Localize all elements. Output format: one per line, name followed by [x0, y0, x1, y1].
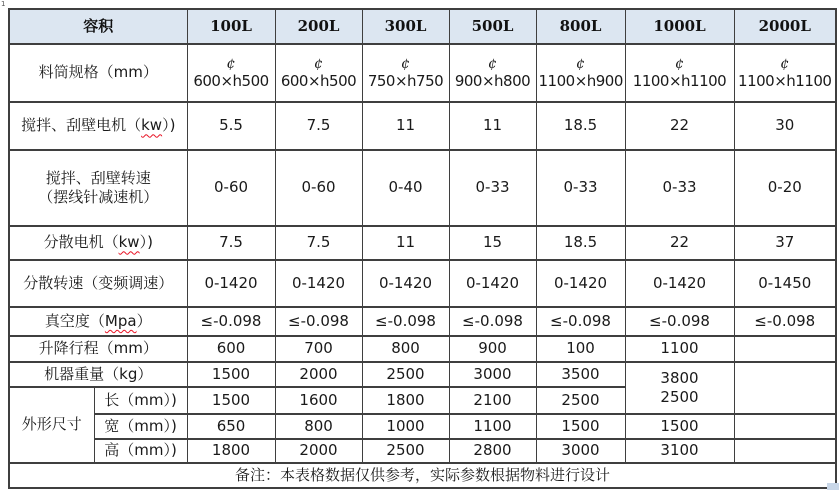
vacuum-value-cell: ≤-0.098: [449, 307, 536, 336]
vacuum-value-cell: ≤-0.098: [362, 307, 449, 336]
lift-stroke-value-cell: 1100: [625, 336, 734, 362]
dimension-width-value-cell: 1100: [449, 414, 536, 439]
lift-stroke-value-cell: 100: [536, 336, 625, 362]
dimension-height-row: [9, 439, 836, 463]
mixer-speed-value-cell: 0-33: [625, 150, 734, 226]
dimension-width-value-cell: [734, 414, 836, 439]
lift-stroke-value-cell: 800: [362, 336, 449, 362]
machine-weight-row: [9, 362, 836, 387]
dimension-width-row: [9, 414, 836, 439]
mixer-motor-value-cell: 7.5: [275, 102, 362, 150]
dimension-length-value-cell: 2100: [449, 387, 536, 414]
mixer-motor-value-cell: 11: [449, 102, 536, 150]
dimension-width-value-cell: 1500: [625, 414, 734, 439]
merged-1000L-cell: 3800 2500: [625, 362, 734, 414]
disperse-motor-value-cell: 7.5: [275, 226, 362, 260]
vacuum-value-cell: ≤-0.098: [536, 307, 625, 336]
disperse-motor-value-cell: 11: [362, 226, 449, 260]
header-800L: 800L: [536, 9, 625, 44]
barrel-spec-cell: ¢ 1100×h1100: [734, 44, 836, 102]
dimension-width-value-cell: 800: [275, 414, 362, 439]
disperse-motor-value-cell: 7.5: [187, 226, 275, 260]
barrel-spec-cell: ¢ 1100×h900: [536, 44, 625, 102]
dimension-height-value-cell: 2800: [449, 439, 536, 463]
mixer-speed-value-cell: 0-60: [275, 150, 362, 226]
disperse-speed-row: [9, 260, 836, 307]
diameter-symbol: ¢: [314, 55, 323, 72]
note-row: [9, 463, 836, 488]
mixer-speed-value-cell: 0-33: [536, 150, 625, 226]
dimension-width-label: 宽（mm）): [94, 414, 187, 439]
diameter-symbol: ¢: [401, 55, 410, 72]
header-300L: 300L: [362, 9, 449, 44]
diameter-symbol: ¢: [780, 55, 790, 72]
spellcheck-mpa: Mpa: [104, 311, 137, 330]
dimension-length-value-cell: 2500: [536, 387, 625, 414]
mixer-motor-value-cell: 5.5: [187, 102, 275, 150]
barrel-spec-cell: ¢ 600×h500: [275, 44, 362, 102]
header-100L: 100L: [187, 9, 275, 44]
dimension-width-value-cell: 1500: [536, 414, 625, 439]
dimension-height-value-cell: [734, 439, 836, 463]
mixer-speed-row: [9, 150, 836, 226]
vacuum-row: [9, 307, 836, 336]
disperse-speed-value-cell: 0-1420: [362, 260, 449, 307]
machine-weight-value-cell: 2000: [275, 362, 362, 387]
diameter-symbol: ¢: [488, 55, 497, 72]
disperse-motor-value-cell: 22: [625, 226, 734, 260]
disperse-speed-value-cell: 0-1420: [449, 260, 536, 307]
mixer-motor-row: [9, 102, 836, 150]
vacuum-value-cell: ≤-0.098: [625, 307, 734, 336]
lift-stroke-value-cell: 700: [275, 336, 362, 362]
header-200L: 200L: [275, 9, 362, 44]
mixer-speed-value-cell: 0-40: [362, 150, 449, 226]
barrel-spec-cell: ¢ 1100×h1100: [625, 44, 734, 102]
header-500L: 500L: [449, 9, 536, 44]
mixer-motor-value-cell: 30: [734, 102, 836, 150]
dimension-width-value-cell: 1000: [362, 414, 449, 439]
barrel-spec-cell: ¢ 750×h750: [362, 44, 449, 102]
disperse-speed-value-cell: 0-1420: [536, 260, 625, 307]
barrel-spec-cell: ¢ 900×h800: [449, 44, 536, 102]
dimension-height-label: 高（mm）): [94, 439, 187, 463]
disperse-motor-value-cell: 18.5: [536, 226, 625, 260]
note-text: 备注：本表格数据仅供参考，实际参数根据物料进行设计: [9, 463, 836, 488]
vacuum-label: 真空度（Mpa）: [9, 307, 187, 336]
header-1000L: 1000L: [625, 9, 734, 44]
machine-weight-value-cell: 1500: [187, 362, 275, 387]
disperse-speed-value-cell: 0-1420: [625, 260, 734, 307]
mixer-motor-value-cell: 22: [625, 102, 734, 150]
machine-weight-value-cell: 3000: [449, 362, 536, 387]
disperse-motor-value-cell: 37: [734, 226, 836, 260]
resize-handle[interactable]: [827, 483, 839, 490]
dimension-height-value-cell: 2000: [275, 439, 362, 463]
disperse-speed-label: 分散转速（变频调速）: [9, 260, 187, 307]
barrel-spec-row: [9, 44, 836, 102]
disperse-motor-label: 分散电机（kw）): [9, 226, 187, 260]
mixer-motor-label: 搅拌、刮壁电机（kw）): [9, 102, 187, 150]
barrel-spec-label: 料筒规格（mm）: [9, 44, 187, 102]
dimensions-group-label: 外形尺寸: [9, 387, 94, 463]
diameter-symbol: ¢: [576, 55, 585, 72]
mixer-speed-value-cell: 0-33: [449, 150, 536, 226]
header-volume: 容积: [9, 9, 187, 44]
disperse-motor-row: [9, 226, 836, 260]
machine-weight-value-cell: 2500: [362, 362, 449, 387]
disperse-motor-value-cell: 15: [449, 226, 536, 260]
dimension-length-label: 长（mm）): [94, 387, 187, 414]
machine-weight-value-cell: 3500: [536, 362, 625, 387]
lift-stroke-value-cell: [734, 336, 836, 362]
dimension-height-value-cell: 3000: [536, 439, 625, 463]
diameter-symbol: ¢: [675, 55, 684, 72]
dimension-length-value-cell: 1800: [362, 387, 449, 414]
vacuum-value-cell: ≤-0.098: [275, 307, 362, 336]
disperse-speed-value-cell: 0-1420: [275, 260, 362, 307]
machine-weight-label: 机器重量（kg）: [9, 362, 187, 387]
vacuum-value-cell: ≤-0.098: [187, 307, 275, 336]
merged-2000L-cell: [734, 362, 836, 414]
dimension-height-value-cell: 2500: [362, 439, 449, 463]
vacuum-value-cell: ≤-0.098: [734, 307, 836, 336]
mixer-speed-value-cell: 0-60: [187, 150, 275, 226]
disperse-speed-value-cell: 0-1450: [734, 260, 836, 307]
disperse-speed-value-cell: 0-1420: [187, 260, 275, 307]
mixer-speed-label: 搅拌、刮壁转速 （摆线针减速机）: [9, 150, 187, 226]
dimension-width-value-cell: 650: [187, 414, 275, 439]
spellcheck-kw: kw: [141, 116, 163, 135]
page-number-marker: 1: [1, 0, 6, 8]
dimension-height-value-cell: 1800: [187, 439, 275, 463]
lift-stroke-value-cell: 600: [187, 336, 275, 362]
mixer-motor-value-cell: 18.5: [536, 102, 625, 150]
dimension-length-value-cell: 1600: [275, 387, 362, 414]
mixer-speed-value-cell: 0-20: [734, 150, 836, 226]
diameter-symbol: ¢: [226, 55, 236, 72]
header-row: [9, 9, 836, 44]
lift-stroke-label: 升降行程（mm）: [9, 336, 187, 362]
mixer-motor-value-cell: 11: [362, 102, 449, 150]
dimension-length-value-cell: 1500: [187, 387, 275, 414]
spec-table: [8, 8, 837, 489]
barrel-spec-cell: ¢ 600×h500: [187, 44, 275, 102]
lift-stroke-row: [9, 336, 836, 362]
dimension-height-value-cell: 3100: [625, 439, 734, 463]
spellcheck-kw: kw: [118, 233, 140, 252]
header-2000L: 2000L: [734, 9, 836, 44]
lift-stroke-value-cell: 900: [449, 336, 536, 362]
